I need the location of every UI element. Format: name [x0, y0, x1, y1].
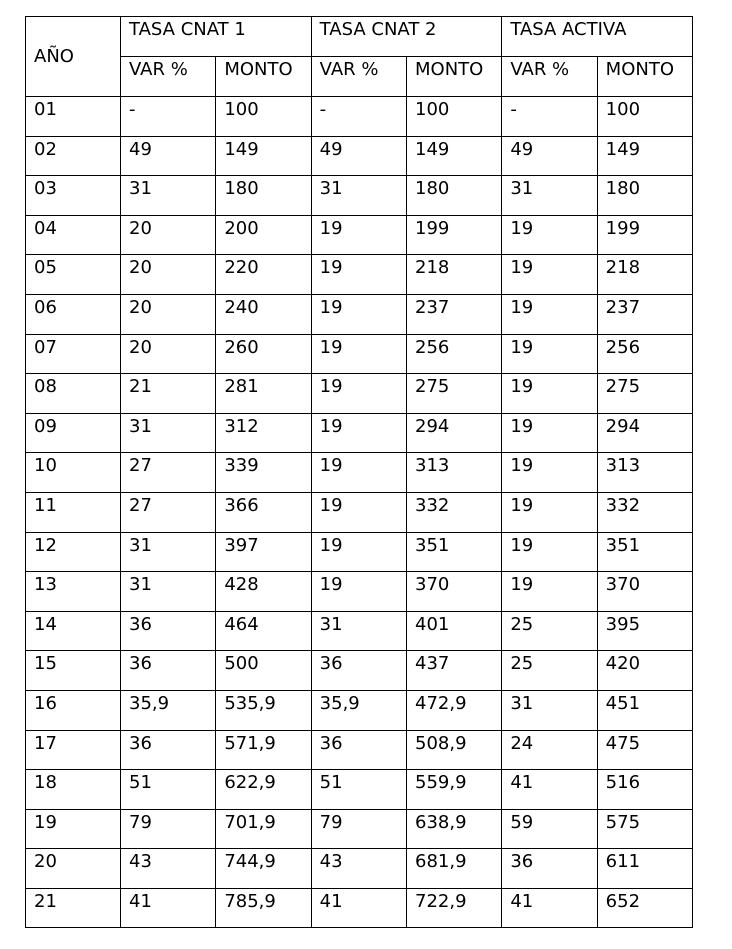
cnat1-var-cell: 49	[121, 136, 216, 176]
cnat2-monto-cell: 313	[407, 453, 502, 493]
table-row	[26, 97, 693, 137]
cnat2-monto-cell: 180	[407, 176, 502, 216]
cnat2-monto-cell: 199	[407, 215, 502, 255]
interest-rate-table	[25, 16, 693, 928]
year-column-header: AÑO	[26, 17, 121, 97]
cnat1-monto-cell: 622,9	[216, 770, 311, 810]
cnat2-var-cell: 35,9	[311, 690, 406, 730]
group-header-activa: TASA ACTIVA	[502, 17, 693, 57]
activa-var-cell: 41	[502, 888, 597, 928]
year-cell: 02	[26, 136, 121, 176]
cnat2-var-cell: 43	[311, 849, 406, 889]
cnat2-var-cell: 36	[311, 730, 406, 770]
year-cell: 12	[26, 532, 121, 572]
cnat2-var-cell: 19	[311, 215, 406, 255]
cnat1-monto-cell: 260	[216, 334, 311, 374]
table-row	[26, 730, 693, 770]
cnat1-var-cell: 43	[121, 849, 216, 889]
activa-var-cell: 19	[502, 215, 597, 255]
year-cell: 01	[26, 97, 121, 137]
year-cell: 19	[26, 809, 121, 849]
cnat2-var-cell: 31	[311, 176, 406, 216]
table-row	[26, 770, 693, 810]
cnat2-monto-cell: 237	[407, 294, 502, 334]
table-row	[26, 651, 693, 691]
cnat2-var-cell: 19	[311, 294, 406, 334]
cnat2-monto-cell: 722,9	[407, 888, 502, 928]
cnat2-var-cell: 19	[311, 453, 406, 493]
cnat2-var-cell: 19	[311, 492, 406, 532]
activa-var-cell: 36	[502, 849, 597, 889]
year-cell: 05	[26, 255, 121, 295]
year-cell: 16	[26, 690, 121, 730]
activa-monto-cell: 332	[597, 492, 692, 532]
activa-var-cell: 19	[502, 255, 597, 295]
cnat1-monto-cell: 220	[216, 255, 311, 295]
table-row	[26, 809, 693, 849]
cnat1-var-cell: 51	[121, 770, 216, 810]
cnat1-monto-cell: 149	[216, 136, 311, 176]
cnat1-var-cell: 79	[121, 809, 216, 849]
table-row	[26, 690, 693, 730]
cnat2-monto-cell: 370	[407, 572, 502, 612]
cnat2-monto-cell: 638,9	[407, 809, 502, 849]
cnat1-monto-cell: 571,9	[216, 730, 311, 770]
activa-monto-cell: 256	[597, 334, 692, 374]
cnat2-monto-cell: 681,9	[407, 849, 502, 889]
group-header-cnat2: TASA CNAT 2	[311, 17, 502, 57]
activa-var-cell: 19	[502, 453, 597, 493]
cnat1-var-cell: 31	[121, 572, 216, 612]
cnat1-var-cell: 27	[121, 453, 216, 493]
cnat1-monto-cell: 464	[216, 611, 311, 651]
activa-var-cell: 25	[502, 611, 597, 651]
cnat1-monto-cell: 240	[216, 294, 311, 334]
cnat2-monto-cell: 256	[407, 334, 502, 374]
activa-var-cell: 19	[502, 532, 597, 572]
cnat2-var-cell: 79	[311, 809, 406, 849]
table-row	[26, 294, 693, 334]
sub-header-var: VAR %	[121, 57, 216, 97]
activa-monto-cell: 475	[597, 730, 692, 770]
sub-header-var: VAR %	[311, 57, 406, 97]
table-row	[26, 136, 693, 176]
activa-monto-cell: 575	[597, 809, 692, 849]
cnat2-var-cell: 19	[311, 532, 406, 572]
activa-monto-cell: 516	[597, 770, 692, 810]
cnat2-var-cell: 19	[311, 334, 406, 374]
cnat2-var-cell: 19	[311, 374, 406, 414]
cnat1-var-cell: 20	[121, 215, 216, 255]
sub-header-monto: MONTO	[407, 57, 502, 97]
activa-monto-cell: 611	[597, 849, 692, 889]
table-row	[26, 374, 693, 414]
cnat1-monto-cell: 785,9	[216, 888, 311, 928]
cnat1-var-cell: 20	[121, 334, 216, 374]
table-row	[26, 215, 693, 255]
cnat1-monto-cell: 701,9	[216, 809, 311, 849]
cnat1-var-cell: 20	[121, 294, 216, 334]
cnat1-var-cell: 35,9	[121, 690, 216, 730]
table-body	[26, 97, 693, 928]
sub-header-var: VAR %	[502, 57, 597, 97]
cnat2-var-cell: 19	[311, 413, 406, 453]
cnat2-monto-cell: 351	[407, 532, 502, 572]
activa-monto-cell: 351	[597, 532, 692, 572]
cnat2-var-cell: 19	[311, 572, 406, 612]
cnat1-var-cell: 31	[121, 532, 216, 572]
cnat1-var-cell: 36	[121, 730, 216, 770]
activa-monto-cell: 149	[597, 136, 692, 176]
cnat1-var-cell: 31	[121, 413, 216, 453]
activa-var-cell: 31	[502, 690, 597, 730]
cnat1-monto-cell: 366	[216, 492, 311, 532]
cnat2-monto-cell: 559,9	[407, 770, 502, 810]
activa-monto-cell: 237	[597, 294, 692, 334]
activa-monto-cell: 652	[597, 888, 692, 928]
cnat2-monto-cell: 472,9	[407, 690, 502, 730]
year-cell: 07	[26, 334, 121, 374]
cnat1-monto-cell: 428	[216, 572, 311, 612]
activa-var-cell: 19	[502, 334, 597, 374]
activa-monto-cell: 420	[597, 651, 692, 691]
cnat1-var-cell: 41	[121, 888, 216, 928]
cnat1-monto-cell: 744,9	[216, 849, 311, 889]
table-row	[26, 572, 693, 612]
table-row	[26, 176, 693, 216]
activa-var-cell: -	[502, 97, 597, 137]
cnat1-monto-cell: 312	[216, 413, 311, 453]
cnat1-var-cell: 20	[121, 255, 216, 295]
activa-var-cell: 31	[502, 176, 597, 216]
cnat2-monto-cell: 218	[407, 255, 502, 295]
cnat1-var-cell: 36	[121, 611, 216, 651]
cnat1-monto-cell: 339	[216, 453, 311, 493]
activa-var-cell: 19	[502, 294, 597, 334]
cnat2-monto-cell: 149	[407, 136, 502, 176]
activa-monto-cell: 294	[597, 413, 692, 453]
table-header	[26, 17, 693, 97]
cnat2-var-cell: 31	[311, 611, 406, 651]
cnat2-monto-cell: 401	[407, 611, 502, 651]
activa-var-cell: 24	[502, 730, 597, 770]
year-cell: 20	[26, 849, 121, 889]
year-cell: 06	[26, 294, 121, 334]
table-row	[26, 888, 693, 928]
cnat1-monto-cell: 180	[216, 176, 311, 216]
group-header-cnat1: TASA CNAT 1	[121, 17, 312, 57]
activa-var-cell: 19	[502, 492, 597, 532]
cnat1-var-cell: 36	[121, 651, 216, 691]
cnat2-monto-cell: 332	[407, 492, 502, 532]
activa-var-cell: 19	[502, 572, 597, 612]
cnat1-monto-cell: 500	[216, 651, 311, 691]
activa-var-cell: 41	[502, 770, 597, 810]
cnat1-var-cell: 21	[121, 374, 216, 414]
activa-var-cell: 19	[502, 413, 597, 453]
year-cell: 08	[26, 374, 121, 414]
year-cell: 04	[26, 215, 121, 255]
activa-monto-cell: 199	[597, 215, 692, 255]
cnat2-monto-cell: 437	[407, 651, 502, 691]
cnat1-monto-cell: 535,9	[216, 690, 311, 730]
year-cell: 03	[26, 176, 121, 216]
table-row	[26, 611, 693, 651]
cnat1-var-cell: 27	[121, 492, 216, 532]
year-cell: 09	[26, 413, 121, 453]
year-cell: 17	[26, 730, 121, 770]
cnat2-monto-cell: 100	[407, 97, 502, 137]
cnat2-monto-cell: 508,9	[407, 730, 502, 770]
year-cell: 14	[26, 611, 121, 651]
activa-monto-cell: 451	[597, 690, 692, 730]
table-row	[26, 453, 693, 493]
sub-header-monto: MONTO	[216, 57, 311, 97]
activa-var-cell: 25	[502, 651, 597, 691]
cnat2-var-cell: 36	[311, 651, 406, 691]
cnat1-var-cell: -	[121, 97, 216, 137]
table-row	[26, 413, 693, 453]
sub-header-row	[26, 57, 693, 97]
cnat2-var-cell: 51	[311, 770, 406, 810]
activa-monto-cell: 370	[597, 572, 692, 612]
year-cell: 21	[26, 888, 121, 928]
cnat1-monto-cell: 281	[216, 374, 311, 414]
activa-monto-cell: 395	[597, 611, 692, 651]
cnat1-monto-cell: 397	[216, 532, 311, 572]
cnat1-monto-cell: 200	[216, 215, 311, 255]
table-row	[26, 255, 693, 295]
table-row	[26, 532, 693, 572]
activa-monto-cell: 313	[597, 453, 692, 493]
cnat2-monto-cell: 294	[407, 413, 502, 453]
table-row	[26, 849, 693, 889]
table-row	[26, 334, 693, 374]
cnat2-var-cell: -	[311, 97, 406, 137]
year-cell: 18	[26, 770, 121, 810]
activa-monto-cell: 180	[597, 176, 692, 216]
cnat2-var-cell: 41	[311, 888, 406, 928]
activa-var-cell: 49	[502, 136, 597, 176]
activa-var-cell: 59	[502, 809, 597, 849]
sub-header-monto: MONTO	[597, 57, 692, 97]
year-cell: 11	[26, 492, 121, 532]
cnat2-monto-cell: 275	[407, 374, 502, 414]
table-row	[26, 492, 693, 532]
activa-monto-cell: 100	[597, 97, 692, 137]
cnat1-var-cell: 31	[121, 176, 216, 216]
cnat2-var-cell: 49	[311, 136, 406, 176]
year-cell: 13	[26, 572, 121, 612]
group-header-row	[26, 17, 693, 57]
activa-var-cell: 19	[502, 374, 597, 414]
activa-monto-cell: 275	[597, 374, 692, 414]
cnat1-monto-cell: 100	[216, 97, 311, 137]
year-cell: 10	[26, 453, 121, 493]
activa-monto-cell: 218	[597, 255, 692, 295]
cnat2-var-cell: 19	[311, 255, 406, 295]
year-cell: 15	[26, 651, 121, 691]
